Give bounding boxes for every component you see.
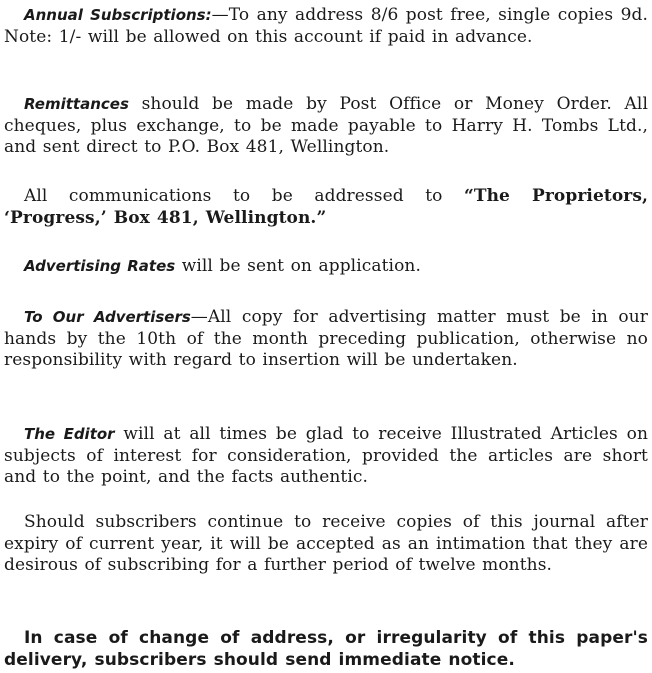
subscribers-paragraph: [4, 512, 648, 577]
remittances-paragraph: [4, 94, 648, 159]
advertisers-heading: To Our Advertisers: [24, 308, 191, 326]
advertising-rates-heading: Advertising Rates: [24, 257, 176, 275]
communications-text: All communications to be addressed to: [24, 186, 464, 206]
annual-subscriptions-paragraph: [4, 5, 648, 48]
remittances-text: should be made by Post Office or Money Order. All cheques, plus exchange, to be made payable to Harry H. Tombs Ltd., and sent direct to P.O. Box 481, Wellington.: [4, 94, 648, 157]
change-of-address-paragraph: [4, 628, 648, 671]
remittances-heading: Remittances: [24, 95, 129, 113]
notice-page: [4, 0, 648, 673]
annual-subscriptions-heading: Annual Subscriptions:: [24, 6, 212, 24]
editor-paragraph: [4, 424, 648, 489]
communications-address: “The Proprietors, ‘Progress,’ Box 481, Wellington.”: [4, 186, 649, 228]
change-of-address-text: In case of change of address, or irregularity of this paper's delivery, subscribers should send immediate notice.: [4, 628, 648, 670]
subscribers-text: Should subscribers continue to receive copies of this journal after expiry of current year, it will be accepted as an intimation that they are desirous of subscribing for a further period of twelve months.: [4, 512, 648, 575]
editor-heading: The Editor: [24, 425, 115, 443]
editor-text: will at all times be glad to receive Illustrated Articles on subjects of interest for consideration, provided the articles are short and to the point, and the facts authentic.: [4, 424, 648, 487]
advertising-rates-text: will be sent on application.: [175, 256, 421, 276]
advertising-rates-paragraph: [4, 256, 648, 278]
communications-paragraph: [4, 186, 648, 229]
annual-subscriptions-text: —To any address 8/6 post free, single copies 9d. Note: 1/- will be allowed on this account if paid in advance.: [4, 5, 649, 47]
advertisers-paragraph: [4, 307, 648, 372]
advertisers-text: —All copy for advertising matter must be in our hands by the 10th of the month preceding publication, otherwise no responsibility with regard to insertion will be undertaken.: [4, 307, 648, 370]
